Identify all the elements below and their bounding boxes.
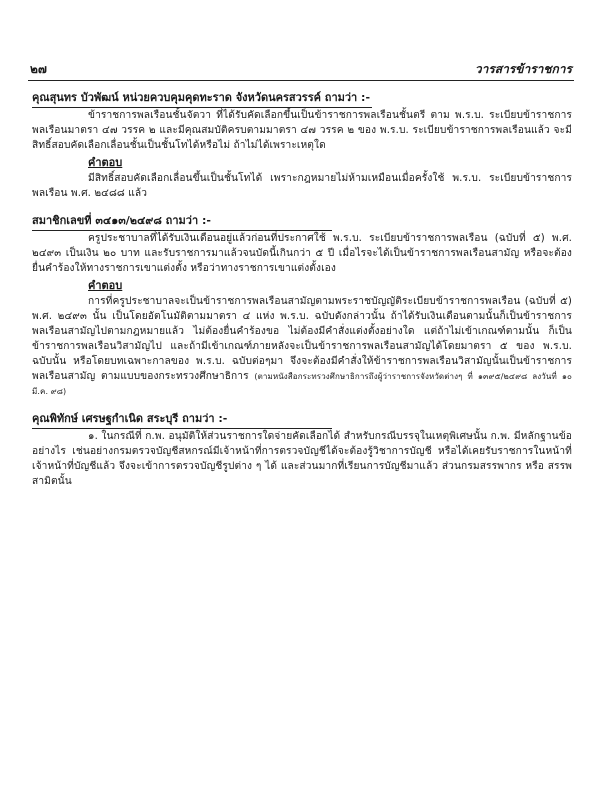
answer-text: การที่ครูประชาบาลจะเป็นข้าราชการพลเรือนสามัญตามพระราชบัญญัติระเบียบข้าราชการพลเรือน (ฉบับที่ ๕) พ.ศ. ๒๔๙๓ นั้น เป็นโดยอัตโนมัติตามมาตรา ๔ แห่ง พ.ร.บ. ฉบับดังกล่าวนั้น ถ้าได้รับเงินเดือนตามนั้นก็เป็นข้าราชการพลเรือนสามัญไปตามกฎหมายแล้ว ไม่ต้องยื่นคำร้องขอ ไม่ต้องมีคำสั่งแต่งตั้งอย่างใด แต่ถ้าไม่เข้าเกณฑ์ตามนั้น ก็เป็นข้าราชการพลเรือนวิสามัญไป และถ้ามีเข้าเกณฑ์ภายหลังจะเป็นข้าราชการพลเรือนสามัญได้โดยมาตรา ๕ ของ พ.ร.บ. ฉบับนั้น หรือโดยบทเฉพาะกาลของ พ.ร.บ. ฉบับต่อๆมา จึงจะต้องมีคำสั่งให้ข้าราชการพลเรือนวิสามัญนั้นเป็นข้าราชการพลเรือนสามัญ ตามแบบของกระทรวงศึกษาธิการ (ตามหนังสือกระทรวงศึกษาธิการถึงผู้ว่าราชการจังหวัดต่างๆ ที่ ๑๓๙๕/๒๔๙๘ ลงวันที่ ๑๐ มี.ค. ๙๘) [32, 296, 572, 396]
answer-note: (ตามหนังสือกระทรวงศึกษาธิการถึงผู้ว่าราชการจังหวัดต่างๆ ที่ ๑๓๙๕/๒๔๙๘ ลงวันที่ ๑๐ มี.ค. ๙๘) [32, 372, 572, 396]
answer-heading: คำตอบ [88, 156, 123, 169]
question-heading: คุณพิทักษ์ เศรษฐกำเนิด สระบุรี ถามว่า :- [32, 411, 332, 429]
answer-text: มีสิทธิ์สอบคัดเลือกเลื่อนขึ้นเป็นชั้นโทได้ เพราะกฎหมายไม่ห้ามเหมือนเมื่อครั้งใช้ พ.ร.บ. ระเบียบข้าราชการพลเรือน พ.ศ. ๒๔๘๘ แล้ว [32, 173, 572, 199]
qa-section-1 [32, 86, 572, 201]
question-text: ข้าราชการพลเรือนชั้นจัตวา ที่ได้รับคัดเลือกขึ้นเป็นข้าราชการพลเรือนชั้นตรี ตาม พ.ร.บ. ระเบียบข้าราชการพลเรือนมาตรา ๔๗ วรรค ๒ และมีคุณสมบัติครบตามมาตรา ๔๗ วรรค ๒ ของ พ.ร.บ. ระเบียบข้าราชการพลเรือนแล้ว จะมีสิทธิ์สอบคัดเลือกเลื่อนชั้นเป็นชั้นโทได้หรือไม่ ถ้าไม่ได้เพราะเหตุใด [32, 110, 572, 151]
qa-section-2 [32, 209, 572, 399]
question-heading: สมาชิกเลขที่ ๓๔๑๓/๒๔๙๘ ถามว่า :- [32, 213, 332, 231]
running-title: วารสารข้าราชการ [474, 62, 572, 76]
question-heading: คุณสุนทร บัวพัฒน์ หน่วยควบคุมคุดทะราด จังหวัดนครสวรรค์ ถามว่า :- [32, 90, 372, 108]
question-text: ครูประชาบาลที่ได้รับเงินเดือนอยู่แล้วก่อนที่ประกาศใช้ พ.ร.บ. ระเบียบข้าราชการพลเรือน (ฉบับที่ ๕) พ.ศ. ๒๔๙๓ เป็นเงิน ๒๐ บาท และรับราชการมาแล้วจนบัดนี้เกินกว่า ๕ ปี เมื่อไรจะได้เป็นข้าราชการพลเรือนสามัญ หรือจะต้องยื่นคำร้องให้ทางราชการเขาแต่งตั้ง หรือว่าทางราชการเขาแต่งตั้งเอง [32, 233, 572, 274]
page-content [32, 86, 572, 497]
answer-heading: คำตอบ [88, 279, 123, 292]
header-rule [28, 80, 574, 81]
question-text: ๑. ในกรณีที่ ก.พ. อนุมัติให้ส่วนราชการใดจ่ายคัดเลือกได้ สำหรับกรณีบรรจุในเหตุพิเศษนั้น ก.พ. มีหลักฐานข้ออย่างไร เช่นอย่างกรมตรวจบัญชีสหกรณ์มีเจ้าหน้าที่การตรวจบัญชีได้จะต้องรู้วิชาการบัญชี หรือได้เคยรับราชการในหน้าที่เจ้าหน้าที่บัญชีแล้ว จึงจะเข้าการตรวจบัญชีรูปต่าง ๆ ได้ และส่วนมากที่เรียนการบัญชีมาแล้ว ส่วนกรมสรรพากร หรือ สรรพสามิตนั้น [32, 431, 572, 487]
qa-section-3 [32, 407, 572, 489]
page-number: ๒๗ [30, 62, 47, 76]
